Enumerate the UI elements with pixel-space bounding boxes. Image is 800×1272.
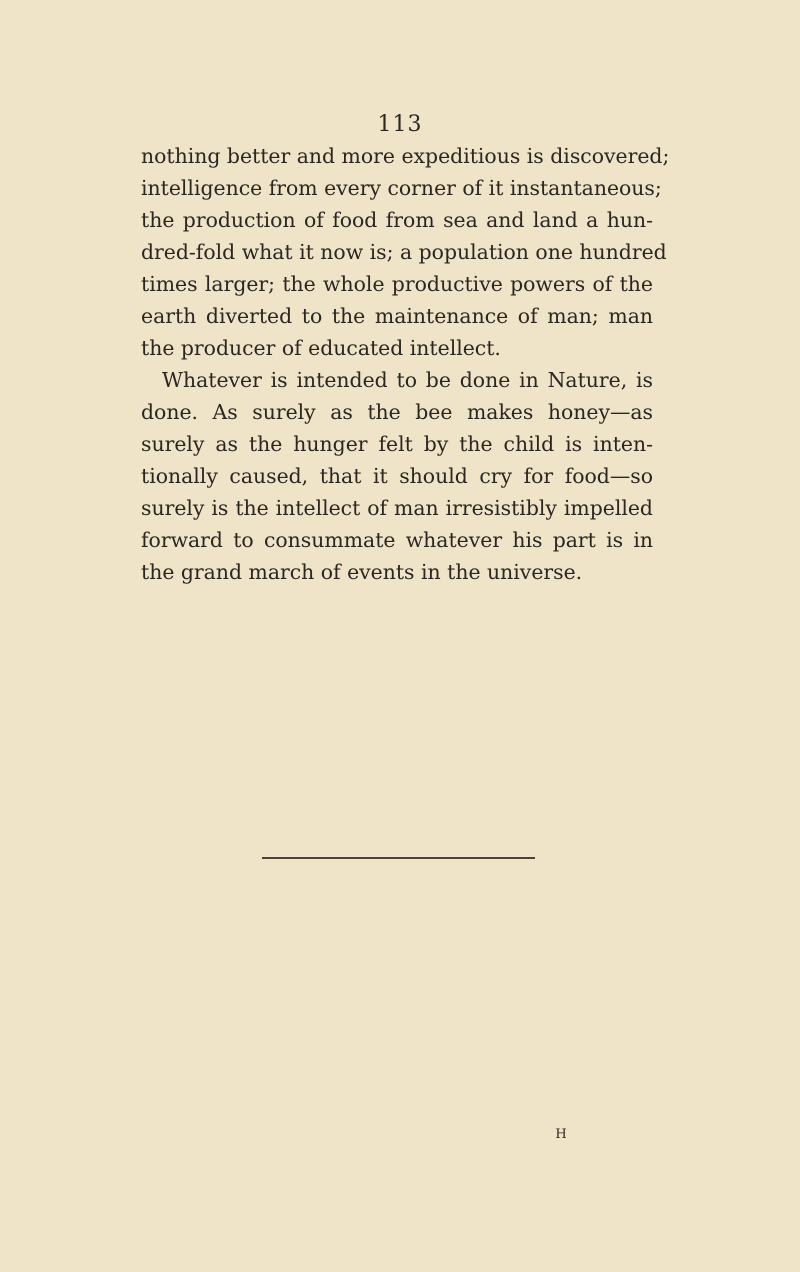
text-line: the producer of educated intellect.	[141, 336, 501, 360]
text-line: dred-fold what it now is; a population one hundred	[141, 240, 667, 264]
text-line: the production of food from sea and land a hun-	[141, 208, 653, 232]
text-line: forward to consummate whatever his part is in	[141, 528, 653, 552]
page-number: 113	[377, 112, 423, 137]
text-line: tionally caused, that it should cry for food—so	[141, 464, 653, 488]
text-line: done. As surely as the bee makes honey—as	[141, 400, 653, 424]
text-line: surely as the hunger felt by the child is inten-	[141, 432, 653, 456]
text-line: earth diverted to the maintenance of man; man	[141, 304, 653, 328]
body-text	[141, 140, 670, 588]
text-line: nothing better and more expeditious is discovered;	[141, 144, 670, 168]
text-line: times larger; the whole productive powers of the	[141, 272, 653, 296]
text-line: the grand march of events in the universe.	[141, 560, 583, 584]
signature-mark: H	[555, 1127, 567, 1142]
end-rule	[262, 857, 535, 859]
text-line: intelligence from every corner of it instantaneous;	[141, 176, 662, 200]
text-line: surely is the intellect of man irresistibly impelled	[141, 496, 653, 520]
paragraph-start-line: Whatever is intended to be done in Nature, is	[162, 368, 653, 392]
